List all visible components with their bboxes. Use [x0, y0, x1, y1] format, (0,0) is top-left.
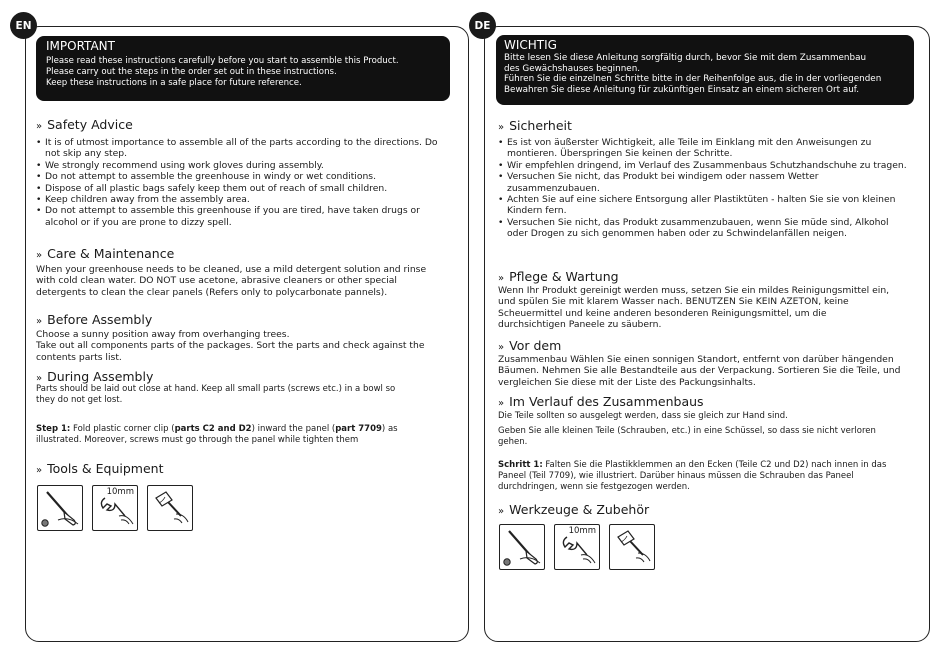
- paragraph: Parts should be laid out close at hand. Keep all small parts (screws etc.) in a bowl so they do not get lost.: [36, 384, 396, 405]
- paragraph: Choose a sunny position away from overhanging trees.: [36, 329, 290, 340]
- safety-list-de: [498, 137, 910, 240]
- list-item: • Versuchen Sie nicht, das Produkt zusammenzubauen, wenn Sie müde sind, Alkohol oder Drogen zu sich genommen haben oder zu Schwindelanfällen neigen.: [498, 217, 910, 240]
- paragraph: Take out all components parts of the packages. Sort the parts and check against the contents parts list.: [36, 340, 425, 363]
- wrench-size-label: 10mm: [106, 487, 134, 497]
- chevron-icon: »: [36, 373, 43, 384]
- section-heading-during: » During Assembly: [36, 369, 154, 384]
- chevron-icon: »: [36, 121, 43, 132]
- list-item: • Do not attempt to assemble this greenhouse if you are tired, have taken drugs or alcohol or if you are prone to dizzy spell.: [36, 205, 446, 228]
- paragraph: Schritt 1: Falten Sie die Plastikklemmen an den Ecken (Teile C2 und D2) nach innen in das Paneel (Teil 7709), wie illustriert. Darüber hinaus müssen die Schrauben das Paneel durchdringen, wenn sie festgezogen werden.: [498, 460, 887, 492]
- list-item: • It is of utmost importance to assemble all of the parts according to the directions. Do not skip any step.: [36, 137, 446, 160]
- paragraph: When your greenhouse needs to be cleaned, use a mild detergent solution and rinse with cold clean water. DO NOT use acetone, abrasive cleaners or other special detergents to clean the clear panels (Refers only to polycarbonate pannels).: [36, 264, 427, 298]
- step-label: Step 1:: [36, 424, 71, 434]
- screwdriver-icon: [499, 524, 545, 570]
- wrench-icon: [554, 524, 600, 570]
- list-item: • Es ist von äußerster Wichtigkeit, alle Teile im Einklang mit den Anweisungen zu montieren. Überspringen Sie keinen der Schritte.: [498, 137, 910, 160]
- paragraph: Wenn Ihr Produkt gereinigt werden muss, setzen Sie ein mildes Reinigungsmittel ein, und spülen Sie mit klarem Wasser nach. BENUTZEN Sie KEIN AZETON, keine Scheuermittel und keine anderen besonderen Reinigungsmittel, um die durchsichtigen Paneele zu säubern.: [498, 285, 890, 331]
- paragraph: Step 1: Fold plastic corner clip (parts C2 and D2) inward the panel (part 7709) as illustrated. Moreover, screws must go through the panel while tighten them: [36, 424, 398, 445]
- safety-list-en: [36, 137, 446, 228]
- list-item: • Dispose of all plastic bags safely keep them out of reach of small children.: [36, 183, 446, 194]
- important-line: des Gewächshauses beginnen.: [504, 63, 641, 74]
- section-heading-before-de: » Vor dem: [498, 338, 562, 353]
- step-label: Schritt 1:: [498, 460, 543, 470]
- important-line: Führen Sie die einzelnen Schritte bitte in der Reihenfolge aus, die in der vorliegenden: [504, 74, 882, 85]
- care-text-en: [36, 264, 446, 298]
- important-title: WICHTIG: [504, 38, 557, 52]
- important-line: Bitte lesen Sie diese Anleitung sorgfältig durch, bevor Sie mit dem Zusammenbau: [504, 53, 867, 63]
- paragraph: Geben Sie alle kleinen Teile (Schrauben, etc.) in eine Schüssel, so dass sie nicht verloren gehen.: [498, 425, 876, 447]
- list-item: • Versuchen Sie nicht, das Produkt bei windigem oder nassem Wetter zusammenzubauen.: [498, 171, 910, 194]
- during-text-de: [498, 411, 898, 447]
- tools-row-de: [499, 524, 655, 570]
- during-text-en: [36, 384, 416, 406]
- care-text-de: [498, 285, 890, 331]
- chevron-icon: »: [498, 398, 505, 409]
- section-heading-safety: » Safety Advice: [36, 117, 133, 132]
- chevron-icon: »: [36, 250, 43, 261]
- important-title: IMPORTANT: [46, 39, 115, 53]
- mallet-icon: [147, 485, 193, 531]
- list-item: • Do not attempt to assemble the greenhouse in windy or wet conditions.: [36, 171, 446, 182]
- important-line: Please carry out the steps in the order set out in these instructions.: [46, 67, 337, 77]
- section-heading-care-de: » Pflege & Wartung: [498, 269, 619, 284]
- section-heading-during-de: » Im Verlauf des Zusammenbaus: [498, 394, 704, 409]
- chevron-icon: »: [498, 506, 505, 517]
- list-item: • We strongly recommend using work gloves during assembly.: [36, 160, 446, 171]
- important-line: Keep these instructions in a safe place for future reference.: [46, 78, 302, 88]
- important-line: Please read these instructions carefully before you start to assemble this Product.: [46, 56, 399, 66]
- chevron-icon: »: [36, 316, 43, 327]
- important-box-de: [496, 35, 914, 105]
- section-heading-before: » Before Assembly: [36, 312, 153, 327]
- screwdriver-icon: [37, 485, 83, 531]
- section-heading-tools: » Tools & Equipment: [36, 461, 164, 476]
- chevron-icon: »: [498, 342, 505, 353]
- step1-text-de: [498, 460, 890, 492]
- list-item: • Achten Sie auf eine sichere Entsorgung aller Plastiktüten - halten Sie sie von kleinen Kindern fern.: [498, 194, 910, 217]
- language-badge-en: EN: [10, 12, 37, 39]
- section-heading-safety-de: » Sicherheit: [498, 118, 572, 133]
- tools-row-en: [37, 485, 193, 531]
- chevron-icon: »: [498, 273, 505, 284]
- paragraph: Die Teile sollten so ausgelegt werden, dass sie gleich zur Hand sind.: [498, 411, 788, 421]
- language-badge-de: DE: [469, 12, 496, 39]
- list-item: • Keep children away from the assembly area.: [36, 194, 446, 205]
- paragraph: Zusammenbau Wählen Sie einen sonnigen Standort, entfernt von darüber hängenden Bäumen. Nehmen Sie alle Bestandteile aus der Verpackung. Sortieren Sie die Teile, und vergleichen Sie diese mit der Liste des Packungsinhalts.: [498, 354, 901, 388]
- before-text-de: [498, 354, 910, 388]
- section-heading-care: » Care & Maintenance: [36, 246, 175, 261]
- mallet-icon: [609, 524, 655, 570]
- list-item: • Wir empfehlen dringend, im Verlauf des Zusammenbaus Schutzhandschuhe zu tragen.: [498, 160, 910, 171]
- wrench-size-label: 10mm: [568, 526, 596, 536]
- chevron-icon: »: [36, 465, 43, 476]
- wrench-icon: [92, 485, 138, 531]
- section-heading-tools-de: » Werkzeuge & Zubehör: [498, 502, 650, 517]
- step1-text-en: [36, 424, 426, 446]
- important-line: Bewahren Sie diese Anleitung für zukünftigen Einsatz an einem sicheren Ort auf.: [504, 84, 860, 95]
- chevron-icon: »: [498, 122, 505, 133]
- important-box-en: [36, 36, 450, 101]
- before-text-en: [36, 329, 446, 363]
